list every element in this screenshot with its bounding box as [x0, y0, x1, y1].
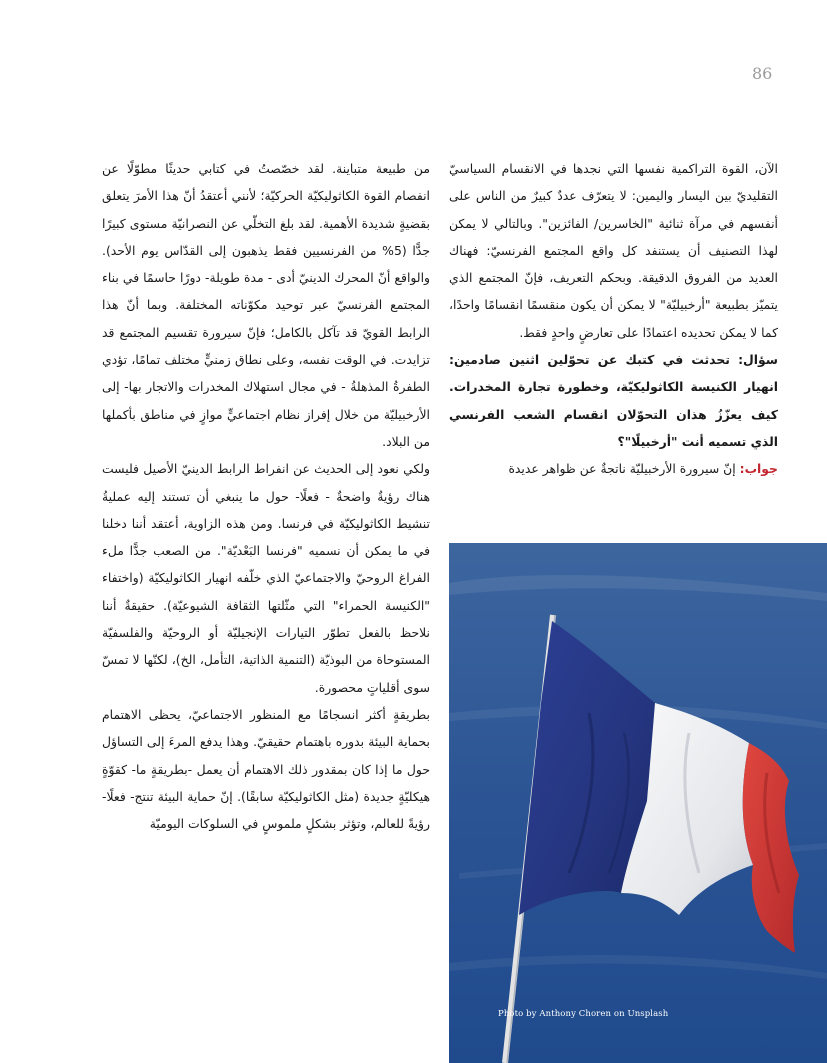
interview-question: سؤال: تحدثت في كتبك عن تحوّلين اثنين صادمين: انهيار الكنيسة الكاثوليكيّة، وخطورة تجارة المخدرات. كيف يعزّزُ هذان التحوّلان انقسام الشعب الفرنسي الذي تسميه أنت "أرخبيلًا"؟ [449, 352, 778, 449]
answer-label: جواب: [739, 461, 778, 477]
flag-illustration [449, 543, 827, 1063]
page-number: 86 [752, 64, 773, 83]
paragraph-environment: بطريقةٍ أكثر انسجامًا مع المنظور الاجتماعيّ، يحظى الاهتمام بحماية البيئة بدوره باهتمام حقيقيّ. وهذا يدفع المرءَ إلى التساؤل حول ما إذا كان بمقدور ذلك الاهتمام أن يعمل -بطريقةٍ ما- كقوّةٍ هيكليّةٍ جديدة (مثل الكاثوليكيّة سابقًا). إنّ حماية البيئة تنتج- فعلًا- رؤيةً للعالم، وتؤثر بشكلٍ ملموسٍ في السلوكات اليوميّة [102, 706, 430, 832]
paragraph-religious-bond: ولكي نعود إلى الحديث عن انفراط الرابط الدينيّ الأصيل فليست هناك رؤيةٌ واضحةٌ - فعلًا- حول ما ينبغي أن تستند إليه عمليةُ تنشيط الكاثوليكيّة في فرنسا. ومن هذه الزاوية، أعتقد أننا دخلنا في ما يمكن أن نسميه "فرنسا البَعْديّة". من الصعب جدًّا ملء الفراغ الروحيّ والاجتماعيّ الذي خلّفه انهيار الكاثوليكيّة (واختفاء "الكنيسة الحمراء" التي مثّلتها الثقافة الشيوعيّة). حقيقةٌ أننا نلاحظ بالفعل تطوّر التيارات الإنجيليّة أو الروحيّة والفلسفيّة المستوحاة من البوذيّة (التنمية الذاتية، التأمل، الخ)، لكنّها لا تمسّ سوى أقلياتٍ محصورة. [102, 461, 430, 695]
article-column-right [449, 155, 778, 483]
french-flag-photo [449, 543, 827, 1063]
answer-text: إنّ سيرورة الأرخبيليّة ناتجةٌ عن ظواهر عديدة [508, 461, 740, 477]
photo-credit: Photo by Anthony Choren on Unsplash [498, 1009, 669, 1019]
intro-paragraph: الآن، القوة التراكمية نفسها التي نجدها في الانقسام السياسيّ التقليديّ بين اليسار واليمين: لا يتعرّف عددٌ كبيرٌ من الناس على أنفسهم في مرآة ثنائية "الخاسرين/ الفائزين". وبالتالي لا يمكن لهذا التصنيف أن يستنفد كل واقع المجتمع الفرنسيّ: فهناك العديد من الفروق الدقيقة. وبحكم التعريف، فإنّ المجتمع الذي يتميّز بطبيعة "أرخبيليّة" لا يمكن أن يكون منقسمًا انقسامًا واحدًا، كما لا يمكن تحديده اعتمادًا على تعارضٍ واحدٍ فقط. [449, 161, 778, 340]
paragraph-catholicism: من طبيعة متباينة. لقد خصّصتُ في كتابي حديثًا مطوّلًا عن انفصام القوة الكاثوليكيّة الحركيّة؛ لأنني أعتقدُ أنّ هذا الأمرَ يتعلق بقضيةٍ شديدة الأهمية. لقد بلغ التخلّي عن النصرانيّة مستوى كبيرًا جدًّا (5% من الفرنسيين فقط يذهبون إلى القدّاس يوم الأحد). والواقع أنّ المحرك الدينيّ أدى - مدة طويلة- دورًا حاسمًا في بناء المجتمع الفرنسيّ عبر توحيد مكوّناته المختلفة. وبما أنّ هذا الرابط القويّ قد تآكل بالكامل؛ فإنّ سيرورة تقسيم المجتمع قد تزايدت. في الوقت نفسه، وعلى نطاق زمنيٍّ مختلف تمامًا، تؤدي الطفرةُ المذهلةُ - في مجال استهلاك المخدرات والاتجار بها- إلى الأرخبيليّة من خلال إفراز نظام اجتماعيٍّ موازٍ في مناطق بأكملها من البلاد. [102, 161, 430, 449]
article-column-left [102, 155, 430, 837]
answer-paragraph [449, 455, 778, 482]
